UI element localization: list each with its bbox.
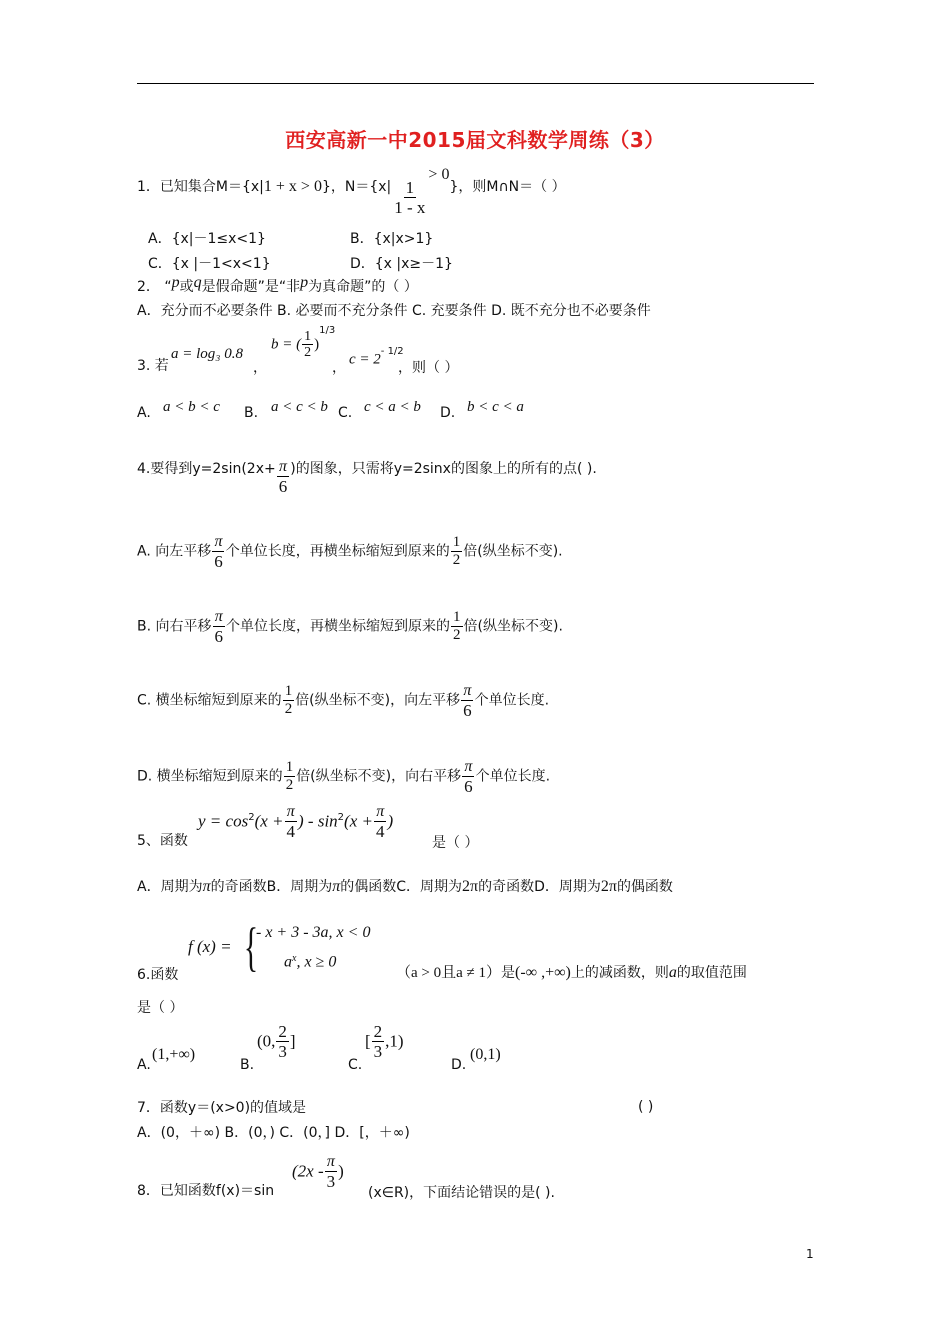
q3-option-b: a < c < b bbox=[271, 399, 328, 415]
q6-case-1: - x + 3 - 3a, x < 0 bbox=[256, 924, 371, 941]
page-title: 西安高新一中2015届文科数学周练（3） bbox=[285, 128, 665, 152]
q1-option-d: D．{x |x≥－1} bbox=[350, 256, 453, 272]
page-number: 1 bbox=[806, 1247, 814, 1261]
q6-fx: f (x) = bbox=[188, 937, 232, 956]
q6-case-2: $a^x$, x ≥ 0 bbox=[284, 953, 337, 971]
q7-options: A．(0，＋∞) B．(0，) C．(0，] D．[，＋∞) bbox=[137, 1125, 410, 1141]
q1-condition-m: 1 + x > 0 bbox=[263, 178, 322, 195]
q6-option-b: (0, $\frac{2}{3}$ ] bbox=[257, 1022, 296, 1061]
q3-c-expr: $c = 2^{- 1/2}$ bbox=[349, 346, 404, 368]
q4-option-c: C. 横坐标缩短到原来的 $\frac{1}{2}$ 倍(纵坐标不变)，向左平移 $\frac{\pi}{6}$ 个单位长度. bbox=[137, 682, 550, 720]
q6-brace: { bbox=[243, 917, 259, 977]
q6-option-d: (0,1) bbox=[470, 1046, 501, 1063]
q1-option-b: B．{x|x>1} bbox=[350, 231, 434, 247]
q3-a-expr: a = log₃ 0.8 bbox=[171, 346, 244, 362]
q6-line-2: 是（ ） bbox=[137, 1000, 184, 1016]
q5-expression: $y = \cos^2(x$ + $\frac{\pi}{4}$ ) - $\sin^2(x$ + $\frac{\pi}{4}$ ) bbox=[198, 803, 394, 841]
question-1 bbox=[137, 166, 566, 217]
q4-option-a: A. 向左平移 $\frac{\pi}{6}$ 个单位长度，再横坐标缩短到原来的 $\frac{1}{2}$ 倍(纵坐标不变). bbox=[137, 533, 563, 571]
question-6-rest: （a > 0且a ≠ 1）是(-∞ ,+∞)上的减函数，则a的取值范围 bbox=[396, 964, 747, 981]
q1-suffix: }，则M∩N＝（ ） bbox=[449, 179, 566, 195]
question-5: 5、函数 bbox=[137, 833, 188, 849]
q3-b-expr: b = ( $\frac{1}{2}$ )$^{1/3}$ bbox=[271, 324, 336, 360]
q1-middle: }，N＝{x| bbox=[321, 179, 392, 195]
q1-gt-zero: > 0 bbox=[428, 166, 450, 183]
question-8: 8．已知函数f(x)＝sin bbox=[137, 1183, 275, 1199]
q6-option-c: [ $\frac{2}{3}$ ,1) bbox=[365, 1022, 404, 1061]
question-6-label: 6.函数 bbox=[137, 967, 179, 983]
question-2: 2． “p或q是假命题”是“非p为真命题”的（ ） bbox=[137, 274, 418, 295]
q5-options: A．周期为π的奇函数B．周期为π的偶函数C．周期为2π的奇函数D．周期为2π的偶函数 bbox=[137, 878, 673, 895]
q4-option-d: D. 横坐标缩短到原来的 $\frac{1}{2}$ 倍(纵坐标不变)，向右平移 $\frac{\pi}{6}$ 个单位长度. bbox=[137, 758, 551, 796]
header-rule bbox=[137, 83, 814, 84]
q1-option-c: C．{x |－1<x<1} bbox=[148, 256, 271, 272]
q3-option-c: c < a < b bbox=[364, 399, 421, 415]
q4-option-b: B. 向右平移 $\frac{\pi}{6}$ 个单位长度，再横坐标缩短到原来的 $\frac{1}{2}$ 倍(纵坐标不变). bbox=[137, 608, 563, 646]
document-page: 西安高新一中2015届文科数学周练（3） 1．已知集合M＝{x|1 + x > 0}，N＝{x| $\frac{1}{1 - x}$ > 0}，则M∩N＝（ ） A．{x|－1≤x<1} B．{x|x>1} C．{x |－1<x<1} D．{x |x≥－1} 2． “p或q是假命题”是“非p为真命题”的（ ） A．充分而不必要条件 B. 必要而不充分条件 C. 充要条件 D. 既不充分也不必要条件 3. 若 a = log₃ 0.8 ， b = ( $\frac{1}{2}$ )$^{1/3}$ ， $c = 2^{- 1/2}$ ，则（ ） A. a < b < c B. a < c < b C. c < a < b D. b < c < a 4.要得到y=2sin(2x+ $\frac{\pi}{6}$ )的图象，只需将y=2sinx的图象上的所有的点( ). A. 向左平移 $\frac{\pi}{6}$ 个单位长度，再横坐标缩短到原来的 $\frac{1}{2}$ 倍(纵坐标不变). B. 向右平移 $\frac{\pi}{6}$ 个单位长度，再横坐标缩短到原来的 $\frac{1}{2}$ 倍(纵坐标不变). C. 横坐标缩短到原来的 $\frac{1}{2}$ 倍(纵坐标不变)，向左平移 $\frac{\pi}{6}$ 个单位长度. D. 横坐标缩短到原来的 $\frac{1}{2}$ 倍(纵坐标不变)，向右平移 $\frac{\pi}{6}$ 个单位长度. 5、函数 $y = \cos^2(x$ + $\frac{\pi}{4}$ ) - $\sin^2(x$ + $\frac{\pi}{4}$ ) 是（ ） A．周期为π的奇函数B．周期为π的偶函数C．周期为2π的奇函数D．周期为2π的偶函数 f (x) = { - x + 3 - 3a, x < 0 $a^x$, x ≥ 0 6.函数 （a > 0且a ≠ 1）是(-∞ ,+∞)上的减函数，则a的取值范围 是（ ） A. (1,+∞) B. (0, $\frac{2}{3}$ ] C. [ $\frac{2}{3}$ ,1) D. (0,1) 7．函数y＝(x>0)的值域是 ( ) A．(0，＋∞) B．(0，) C．(0，] D．[，＋∞) 8．已知函数f(x)＝sin (2x - $\frac{\pi}{3}$ ) (x∈R)，下面结论错误的是( ). 1 bbox=[0, 0, 950, 1344]
question-7: 7．函数y＝(x>0)的值域是 bbox=[137, 1100, 307, 1116]
q3-option-a: a < b < c bbox=[163, 399, 220, 415]
q1-prefix: 1．已知集合M＝{x| bbox=[137, 179, 264, 195]
q3-option-d: b < c < a bbox=[467, 399, 524, 415]
question-3: 3. 若 bbox=[137, 358, 169, 374]
q6-option-a: (1,+∞) bbox=[152, 1046, 196, 1063]
q1-fraction: $\frac{1}{1 - x}$ bbox=[394, 178, 426, 217]
question-4: 4.要得到y=2sin(2x+ $\frac{\pi}{6}$ )的图象，只需将y=2sinx的图象上的所有的点( ). bbox=[137, 458, 597, 496]
q2-options: A．充分而不必要条件 B. 必要而不充分条件 C. 充要条件 D. 既不充分也不必要条件 bbox=[137, 303, 651, 319]
q8-expression: (2x - $\frac{\pi}{3}$ ) bbox=[292, 1153, 344, 1191]
q1-option-a: A．{x|－1≤x<1} bbox=[148, 231, 266, 247]
q7-answer-paren: ( ) bbox=[638, 1099, 654, 1115]
